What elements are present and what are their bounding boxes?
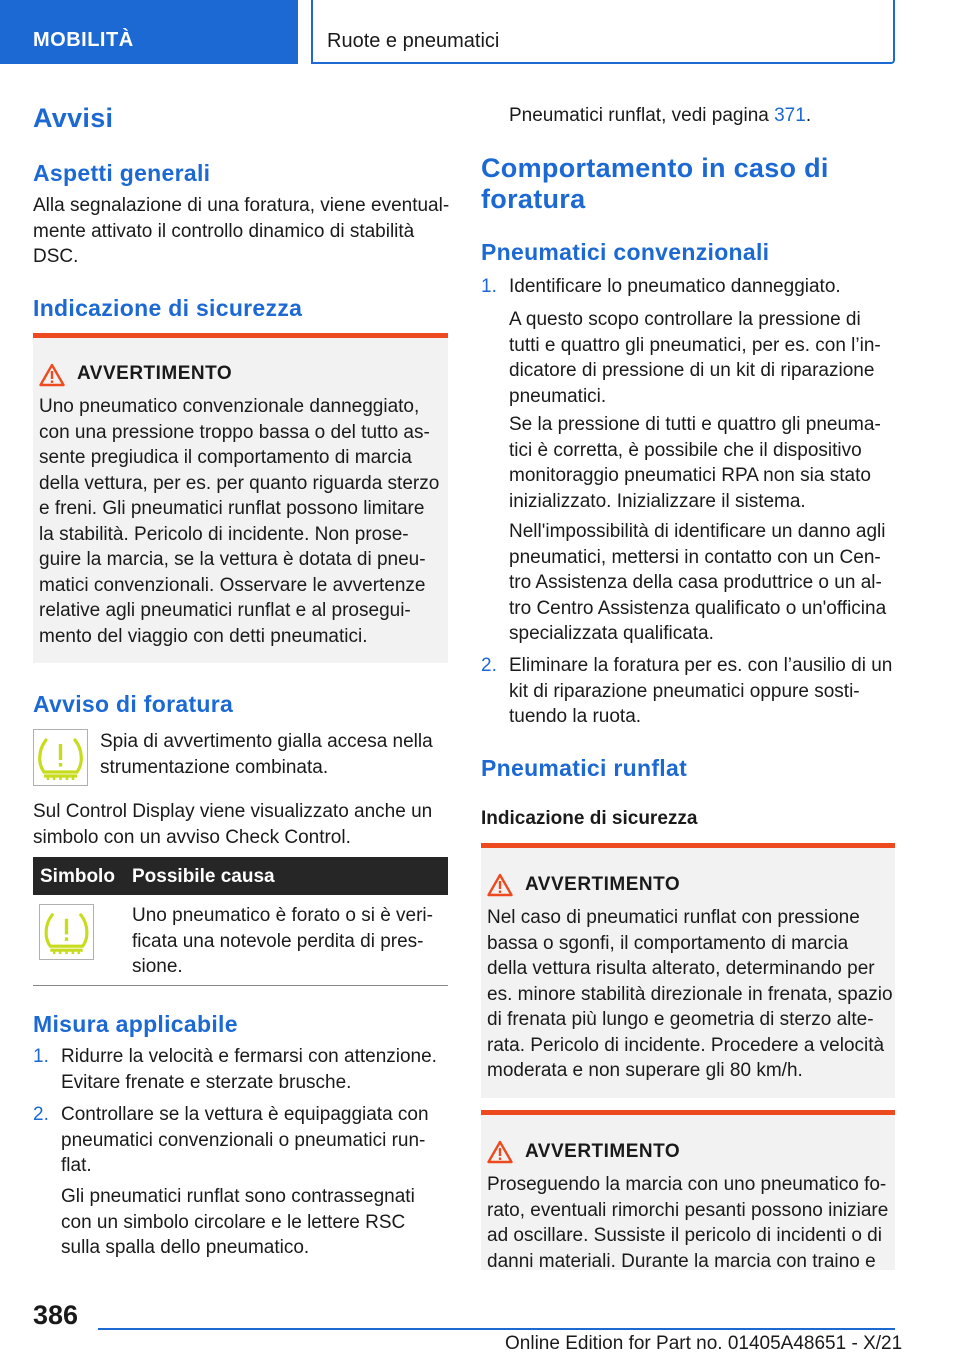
text-line: dicatore di pressione di un kit di riparazione — [509, 360, 875, 381]
warning-title: AVVERTIMENTO — [77, 363, 233, 384]
reference-period: . — [805, 105, 812, 126]
text-line: tuendo la ruota. — [509, 706, 642, 727]
warning-title: AVVERTIMENTO — [525, 874, 681, 895]
heading-pneumatici-runflat: Pneumatici runflat — [481, 755, 688, 781]
text-line: Nell'impossibilità di identificare un danno agli — [509, 521, 886, 542]
text-line: Se la pressione di tutti e quattro gli pneuma- — [509, 414, 881, 435]
table-header-causa: Possibile causa — [132, 866, 275, 887]
list-item: Identificare lo pneumatico danneggiato. — [509, 276, 841, 297]
warning-triangle-icon — [487, 1140, 513, 1164]
text-line: Spia di avvertimento gialla accesa nella — [100, 731, 433, 752]
text-line: moderata e non superare gli 80 km/h. — [487, 1060, 803, 1081]
display-paragraph — [33, 799, 432, 850]
list-number: 1. — [33, 1046, 49, 1067]
text-line: ad oscillare. Sussiste il pericolo di incidenti o di — [487, 1225, 882, 1246]
text-line: Evitare frenate e sterzate brusche. — [61, 1071, 352, 1093]
text-line: sulla spalla dello pneumatico. — [61, 1237, 310, 1258]
spia-paragraph — [100, 729, 433, 780]
heading-comportamento-foratura — [481, 153, 829, 215]
list-item-note — [61, 1184, 415, 1261]
text-line: sione. — [132, 956, 183, 977]
text-line: e freni. Gli pneumatici runflat possono limitare — [39, 498, 425, 519]
section-title: MOBILITÀ — [33, 29, 134, 51]
list-item-paragraph — [509, 307, 881, 409]
list-item — [61, 1102, 429, 1179]
footer-divider — [98, 1328, 895, 1330]
warning-box — [481, 1110, 895, 1270]
page-link[interactable]: 371 — [774, 105, 806, 126]
text-line: kit di riparazione pneumatici oppure sosti- — [509, 680, 860, 702]
text-line: simbolo con un avviso Check Control. — [33, 826, 351, 848]
heading-aspetti-generali: Aspetti generali — [33, 160, 211, 186]
tire-pressure-warning-icon — [39, 904, 94, 960]
chapter-title: Ruote e pneumatici — [327, 30, 500, 52]
heading-avviso-foratura: Avviso di foratura — [33, 691, 234, 717]
text-line: es. minore stabilità direzionale in frenata, spazio — [487, 983, 893, 1005]
text-line: pneumatici, mettersi in contatto con un Cen- — [509, 546, 881, 568]
text-line: tro Centro Assistenza qualificato o un'officina — [509, 597, 887, 619]
text-line: strumentazione combinata. — [100, 756, 329, 778]
warning-box — [481, 843, 895, 1098]
text-line: pneumatici convenzionali o pneumatici run- — [61, 1129, 426, 1151]
heading-avvisi: Avvisi — [33, 103, 114, 133]
text-line: con un simbolo circolare e le lettere RSC — [61, 1211, 406, 1233]
text-line: tutti e quattro gli pneumatici, per es. con l’in- — [509, 334, 881, 356]
table-header — [33, 857, 448, 895]
table-divider — [33, 985, 448, 986]
tire-pressure-warning-icon — [33, 729, 88, 786]
text-line: specializzata qualificata. — [509, 623, 714, 644]
text-line: tici è corretta, è possibile che il dispositivo — [509, 439, 862, 461]
heading-line: foratura — [481, 184, 586, 214]
heading-indicazione-sicurezza: Indicazione di sicurezza — [33, 295, 303, 321]
runflat-reference — [509, 103, 811, 129]
text-line: Sul Control Display viene visualizzato anche un — [33, 801, 433, 822]
text-line: Alla segnalazione di una foratura, viene eventual- — [33, 195, 450, 216]
section-tab — [0, 0, 298, 64]
table-header-simbolo: Simbolo — [40, 866, 115, 887]
text-line: flat. — [61, 1155, 92, 1176]
text-line: matici convenzionali. Osservare le avvertenze — [39, 574, 426, 596]
warning-text — [39, 394, 439, 649]
reference-text: Pneumatici runflat, vedi pagina — [509, 105, 769, 126]
list-item — [509, 653, 892, 730]
chapter-tab — [311, 0, 895, 64]
text-line: della vettura risulta alterato, determinando per — [487, 958, 875, 979]
text-line: con una pressione troppo bassa o del tutto as- — [39, 421, 430, 443]
text-line: danni materiali. Durante la marcia con traino e — [487, 1250, 876, 1272]
list-item-paragraph — [509, 519, 886, 647]
warning-triangle-icon — [487, 873, 513, 897]
footer-edition: Online Edition for Part no. 01405A48651 - X/21 — [505, 1333, 903, 1354]
text-line: sente pregiudica il comportamento di marcia — [39, 447, 412, 468]
warning-triangle-icon — [39, 363, 65, 387]
text-line: inizializzato. Inizializzare il sistema. — [509, 490, 806, 512]
heading-indicazione-sicurezza: Indicazione di sicurezza — [481, 808, 698, 829]
page-number: 386 — [33, 1300, 79, 1330]
text-line: rato, eventuali rimorchi pesanti possono iniziare — [487, 1199, 889, 1221]
text-line: Gli pneumatici runflat sono contrassegnati — [61, 1186, 415, 1207]
text-line: ficata una notevole perdita di pres- — [132, 930, 424, 952]
text-line: guire la marcia, se la vettura è dotata di pneu- — [39, 549, 426, 570]
text-line: mento del viaggio con detti pneumatici. — [39, 625, 368, 647]
text-line: monitoraggio pneumatici RPA non sia stato — [509, 465, 871, 486]
text-line: Nel caso di pneumatici runflat con pressione — [487, 907, 860, 928]
text-line: tro Assistenza della casa produttrice o un al- — [509, 572, 882, 593]
warning-box — [33, 333, 448, 663]
list-number: 2. — [481, 655, 497, 676]
list-item-paragraph — [509, 412, 881, 514]
text-line: Eliminare la foratura per es. con l’ausilio di un — [509, 655, 893, 676]
warning-title: AVVERTIMENTO — [525, 1141, 681, 1162]
text-line: Ridurre la velocità e fermarsi con attenzione. — [61, 1046, 437, 1067]
warning-text — [487, 1172, 888, 1274]
aspetti-paragraph — [33, 193, 449, 270]
list-number: 2. — [33, 1104, 49, 1125]
text-line: la stabilità. Pericolo di incidente. Non prose- — [39, 523, 409, 545]
text-line: mente attivato il controllo dinamico di stabilità — [33, 220, 415, 242]
heading-line: Comportamento in caso di — [481, 153, 829, 183]
text-line: rata. Pericolo di incidente. Procedere a velocità — [487, 1034, 885, 1056]
text-line: relative agli pneumatici runflat e al prosegui- — [39, 600, 411, 621]
text-line: della vettura, per es. per quanto riguarda sterzo — [39, 472, 440, 494]
heading-misura-applicabile: Misura applicabile — [33, 1011, 238, 1037]
text-line: Uno pneumatico convenzionale danneggiato, — [39, 396, 420, 417]
text-line: Controllare se la vettura è equipaggiata con — [61, 1104, 429, 1125]
text-line: Proseguendo la marcia con uno pneumatico fo- — [487, 1174, 887, 1195]
text-line: Uno pneumatico è forato o si è veri- — [132, 905, 433, 926]
text-line: di frenata più lungo e geometria di sterzo alte- — [487, 1009, 874, 1030]
heading-pneumatici-convenzionali: Pneumatici convenzionali — [481, 239, 770, 265]
text-line: DSC. — [33, 246, 79, 267]
text-line: pneumatici. — [509, 385, 607, 407]
list-number: 1. — [481, 276, 497, 297]
text-line: bassa o sgonfi, il comportamento di marcia — [487, 932, 849, 954]
warning-text — [487, 905, 893, 1084]
table-cell-causa — [132, 903, 433, 980]
text-line: A questo scopo controllare la pressione di — [509, 309, 861, 330]
list-item — [61, 1044, 437, 1095]
